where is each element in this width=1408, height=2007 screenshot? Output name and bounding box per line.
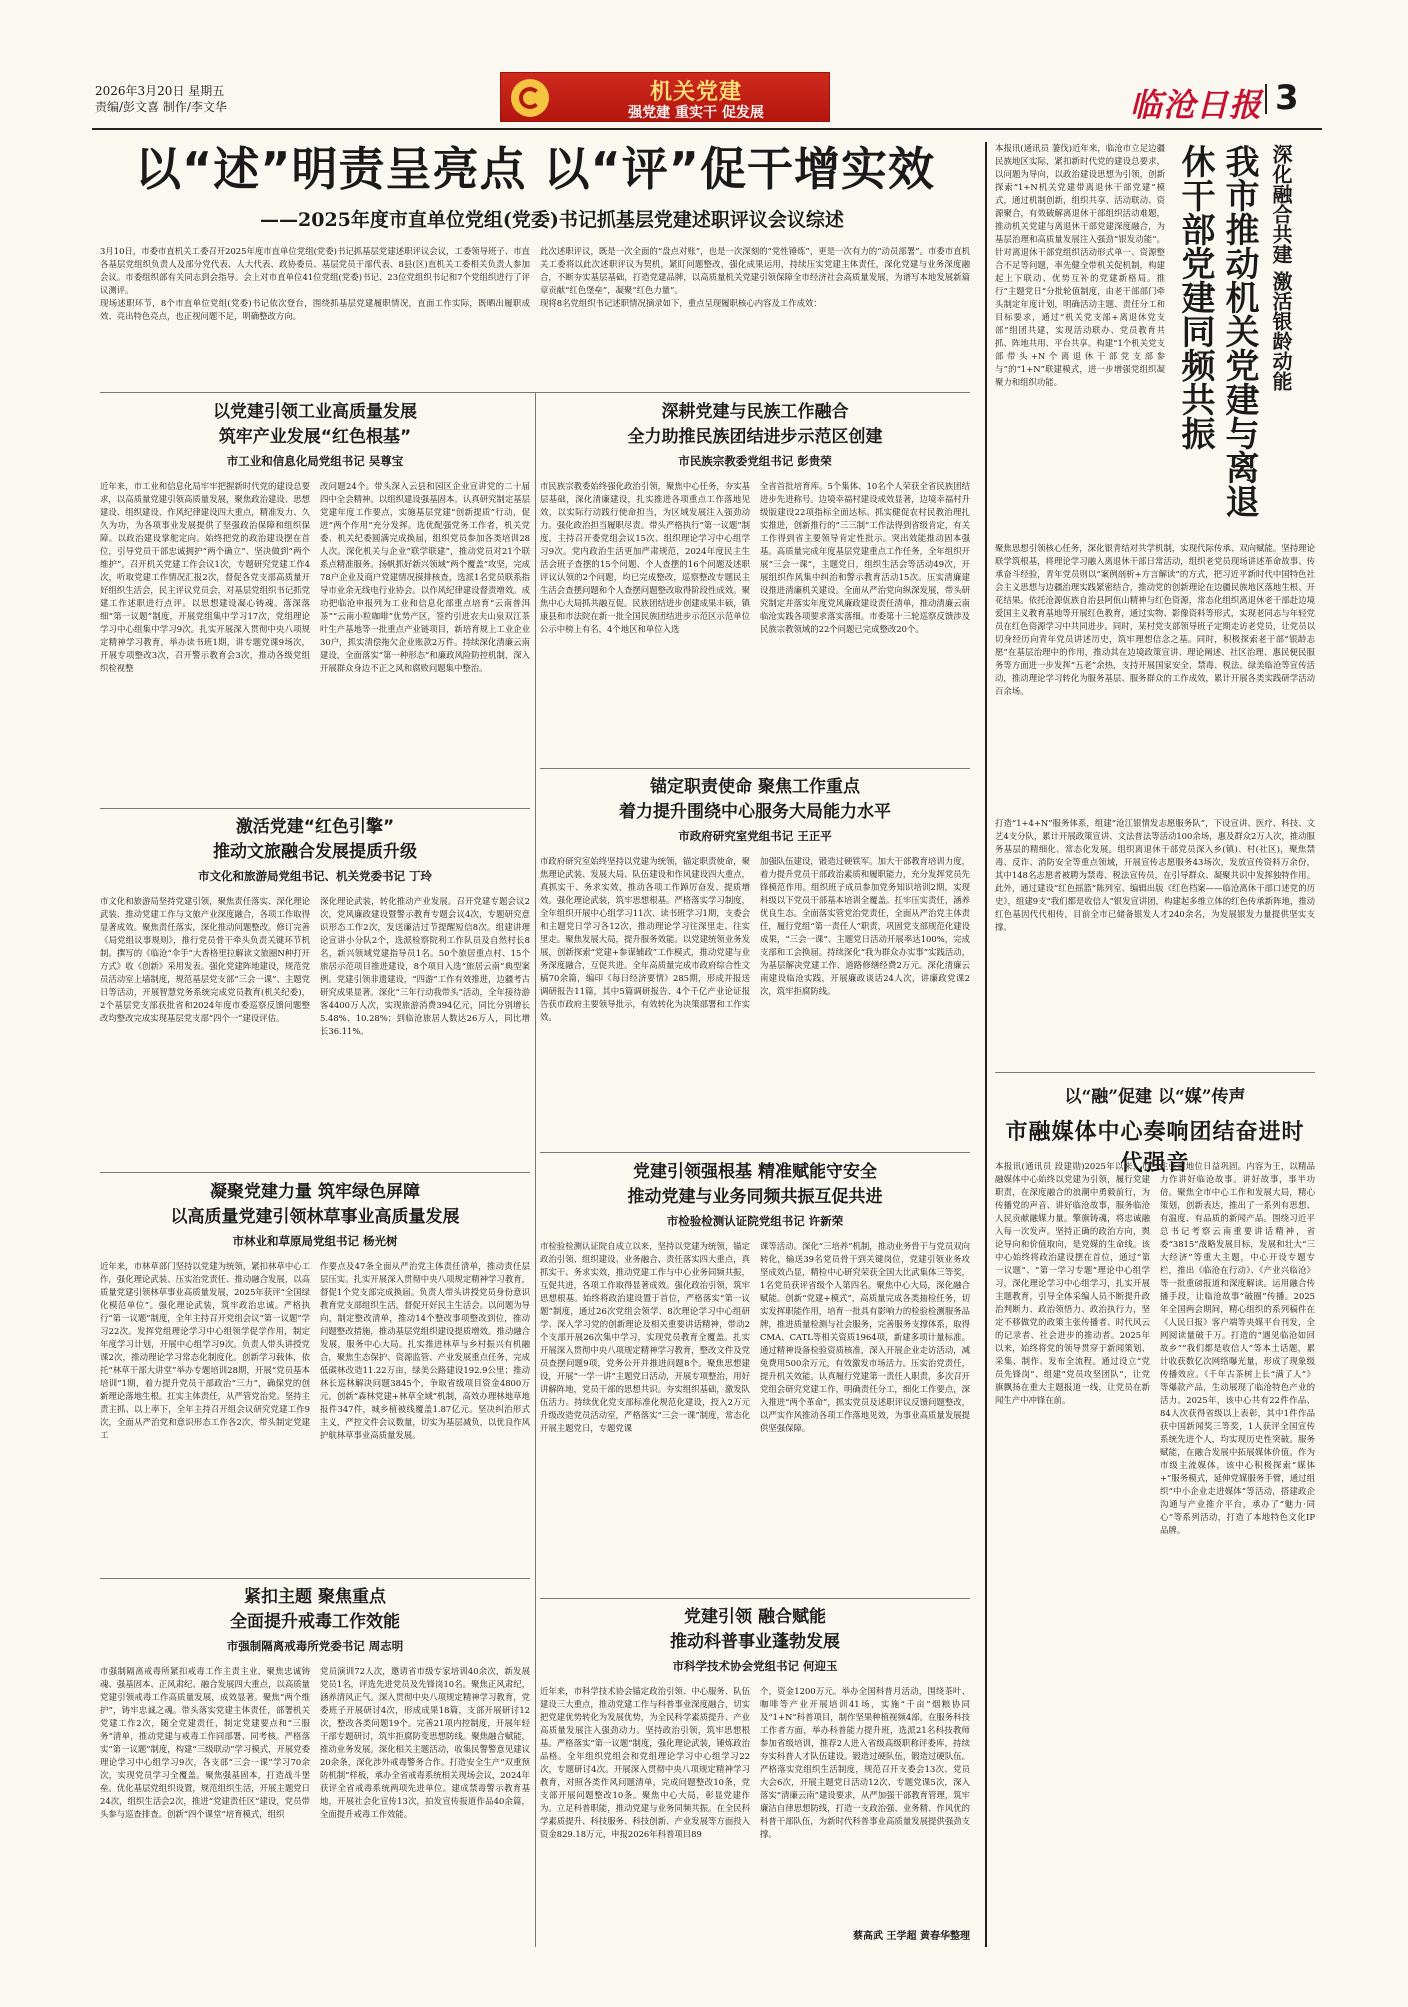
- section-banner: [500, 72, 830, 122]
- article-body-col: 近年来，市工业和信息化局牢牢把握新时代党的建设总要求，以高质量党建引领高质量发展，聚焦政治建设、思想建设、组织建设、作风纪律建设四大重点，精准发力、久久为功，为各项事业发展提供了坚强政治保障和组织保障。以政治建设掌舵定向。始终把党的政治建设摆在首位，引导党员干部忠诚拥护“两个确立”、坚决做到“两个维护”。召开机关党建工作会议1次，专题研究党建工作4次，听取党建工作情况汇报2次，督促各党支部高质量开好组织生活会，民主评议党员会，对基层党组织书记抓党建工作述职进行点评。以思想建设凝心铸魂。落深落细“第一议题”制度，开展党组集中学习17次，党组理论学习中心组集中学习9次。扎实开展深入贯彻中央八项规定精神学习教育，举办读书班1期，讲专题党课9场次，开展专项整改3次，召开警示教育会3次，推动各级党组织检视整: [100, 481, 310, 673]
- article-body-col: 近年来，市科学技术协会锚定政治引领、中心服务、队伍建设三大重点，推动党建工作与科普事业深度融合，切实把党建优势转化为发展优势，为全民科学素质提升、产业高质量发展注入强劲动力。坚持政治引领，筑牢思想根基。严格落实“第一议题”制度，强化理论武装，锤炼政治品格。全年组织党组会和党组理论学习中心组学习22次，专题研讨4次。开展深入贯彻中央八项规定精神学习教育，对照各类作风问题清单，完成问题整改10条，党支部开展问题整改10条。聚焦中心大局，彰显党建作为。立足科普职能，推动党建与业务同频共振。在全民科学素质提升、科技服务、科技创新、产业发展等方面投入资金829.18万元，申报2026年科普项目89: [540, 1686, 750, 1839]
- article-byline: 市林业和草原局党组书记 杨光树: [232, 1234, 398, 1248]
- article-body-col: 改问题24个。带头深入云县和园区企业宣讲党的二十届四中全会精神。以组织建设强基固本。认真研究制定基层党建年度工作要点，实施基层党建“创新提质”行动，促进“两个作用”充分发挥。选优配强党务工作者，机关党委、机关纪委圆满完成换届，组织党员参加各类培训28人次。深化机关与企业“联学联建”，推动党员对21个联系点精准服务。扬帆抓好新兴领域“两个覆盖”攻坚，完成78户企业及商户党建情况摸排核查，选派1名党员联系指导市业余无线电行业协会。以作风纪律建设督责增效。成功把临沧申报列为工业和信息化部重点培育“云南普洱茶”“云南小粒咖啡”优势产区，签约引进农夫山泉双江茶叶生产基地等一批重点产业链项目，新培育规上工业企业30户，抓实清偿拖欠企业账款2万件。持续深化清廉云南建设，全面落实“第一种形态”和廉政风险防控机制，深入开展群众身边不正之风和腐败问题集中整治。: [320, 481, 530, 673]
- article-credit: 蔡高武 王学超 黄春华整理: [853, 1931, 970, 1942]
- article-byline: 市科学技术协会党组书记 何迎玉: [672, 1659, 838, 1673]
- issue-date: 2026年3月20日 星期五: [95, 84, 225, 98]
- masthead-divider: [1265, 84, 1267, 114]
- lead-paragraph: 现将8名党组织书记述职情况摘录如下，重点呈现履职核心内容及工作成效：: [540, 298, 822, 308]
- article-title-line-1: 激活党建“红色引擎”: [235, 817, 395, 837]
- article-block: [540, 1605, 970, 1945]
- banner-slogan: 强党建 重实干 促发展: [628, 105, 764, 121]
- article-body-col: 加强队伍建设，锻造过硬铁军。加大干部教育培训力度，着力提升党员干部政治素质和履职能力，充分发挥党员先锋模范作用。组织班子成员参加党务知识培训2期，实现科级以下党员干部基本培训全覆盖。扛牢压实责任，涵养优良生态。全面落实管党治党责任，全面从严治党主体责任，履行党组“第一责任人”职责，巩固党支部规范化建设成果，“三会一课”、主题党日活动开展率达100%，完成支部和工会换届。持续深化“我为群众办实事”实践活动，为基层解决党建工作、道路修缮经费2万元。深化清廉云南建设临沧实践，开展廉政谈话24人次，讲廉政党课2次，筑牢拒腐防线。: [760, 856, 970, 996]
- article-block: [100, 1585, 530, 1945]
- article-byline: 市民族宗教委党组书记 彭贵荣: [678, 454, 832, 468]
- sidebar-kicker: 深化融合共建 激活银龄动能: [1269, 144, 1293, 391]
- article-block: [100, 400, 530, 800]
- article-title-line-1: 党建引领 融合赋能: [684, 1607, 826, 1627]
- article-title-line-2: 全面提升戒毒工作效能: [230, 1612, 400, 1632]
- lead-paragraph: 3月10日，市委市直机关工委召开2025年度市直单位党组(党委)书记抓基层党建述职评议会议，工委领导班子、市直各基层党组织负责人及部分党代表、人大代表、政协委员、基层党员干部代表、8县(区)直机关工委相关负责人参加会议。市委组织部有关同志到会指导。会上对市直单位41位党组(党委)书记、23位党组织书记和7个党组织进行了评议测评。: [100, 246, 530, 295]
- sidebar-body: 打造“1+4+N”服务体系，组建“沧江银情发志愿服务队”，下设宣讲、医疗、科技、文艺4支分队，累计开展政策宣讲、文法普法等活动100余场，惠及群众2万人次，推动服务基层的精细化、常态化发展。组织离退休干部党员深入乡(镇)、村(社区)，聚焦禁毒、反诈、消防安全等重点领域，开展宣传志愿服务43场次，发放宣传资料万余份，其中148名志愿者被聘为禁毒、税法宣传员，在引导群众、凝聚共识中发挥独特作用。此外，通过建设“红色摇篮”陈列室、编辑出版《红色档案——临沧离休干部口述党的历史》，组建9支“我们都是收信人”银发宣讲团，构建起多维立体的红色传承新阵地，推动红色基因代代相传，目前全市已储备银发人才240余名，为发展银发力量提供坚实支撑。: [995, 818, 1315, 932]
- party-emblem-icon: [511, 79, 549, 117]
- article-byline: 市政府研究室党组书记 王正平: [678, 829, 832, 843]
- article-body-col: 党员演训72人次，邀请省市级专家培训40余次，新发展党员1名，评选先进党员及先锋岗10名。聚焦正风肃纪，涵养清风正气。深入贯彻中央八项规定精神学习教育，党委班子开展研讨4次，形成成果18篇，支部开展研讨12次，整改各类问题19个。完善21项内控制度，开展年轻干部专题研讨，筑牢拒腐防变思想防线。聚焦融合赋能，推动业务发展。深化相关主题活动，收集民警警意见建议20余条，深化涉外戒毒警务合作。打造安全生产“双重预防机制”样板，承办全省戒毒系统相关现场会议，2024年获评全省戒毒系统两项先进单位。建成禁毒警示教育基地，开展社会化宣传13次，拍发宣传报道作品40余篇，全面提升戒毒工作效能。: [320, 1666, 530, 1819]
- article-body-col: 全省首批培育库。5个集体、10名个人荣获全省民族团结进步先进称号。边境幸福村建设成效显著，边境幸福村升级版建设22项指标全面达标。抓实健促农村民教治理扎实推进，创新推行的“三三制”工作法得到省级肯定，有关工作得到省主要领导肯定性批示。突出效能推动固本强基。高质量完成年度基层党建重点工作任务，全年组织开展“三会一课”，主题党日，组织生活会等活动49次，开展组织作风集中纠治和警示教育活动15次。压实清廉建设推进清廉机关建设。全面从严治党向纵深发展，带头研究制定并落实年度党风廉政建设责任清单，推动清廉云南临沧实践各项要求落实落细。市委第十三轮巡察反馈涉及民族宗教领域的22个问题已完成整改20个。: [760, 481, 970, 634]
- article-title-line-2: 推动文旅融合发展提质升级: [213, 842, 417, 862]
- article-title-line-2: 全力助推民族团结进步示范区创建: [627, 427, 883, 447]
- article-body-col: 近年来，市林草部门坚持以党建为统领，紧扣林草中心工作，强化理论武装、压实治党责任、推动融合发展，以高质量党建引领林草事业高质量发展，2025年获评“全国绿化模范单位”。强化理论武装，筑牢政治忠诚。严格执行“第一议题”制度，全年主持召开党组会议“第一议题”学习22次。发挥党组理论学习中心组领学促学作用，制定年度学习计划，开展中心组学习9次。负责人带头讲授党课2次，推动理论学习常态化制度化。创新学习载体，依托“林草干部大讲堂”举办专题培训28期，开展“党员基本培训”1期，着力提升党员干部政治“三力”，确保党的创新理论落地生根。扛实主体责任，从严管党治党。坚持主责主抓、以上率下，全年主持召开组会议研究党建工作9次，全面从严治党和意识形态工作各2次，带头制定党建工: [100, 1261, 310, 1440]
- article-body-col: 深化理论武装，转化推动产业发展。召开党建专题会议2次，党风廉政建设暨警示教育专题会议4次，专题研究意识形态工作2次，发送廉洁过节提醒短信8次。组建讲理论宣讲小分队2个，选派检察院利工作队员及自然村长8名，新兴领域党建指导员1名。50个旅居重点村、15个旅居示范项目推进建设，8个项目入选“旅居云南”典型案例。党建引领非遗建设，“四游”工作有效推进，边疆考古研究成果显著。深化“三年行动我带头”活动，全年接待游客4400万人次，实现旅游消费394亿元，同比分别增长5.48%、10.28%；到临沧旅居人数达26万人，同比增长36.11%。: [320, 896, 530, 1036]
- article-byline: 市工业和信息化局党组书记 吴尊宝: [226, 454, 404, 468]
- lead-paragraph: 此次述职评议，既是一次全面的“盘点对账”，也是一次深刻的“党性锤炼”，更是一次有力的“动员部署”。市委市直机关工委将以此次述职评议为契机，紧盯问题整改，强化成果运用，持续压实党建主体责任，深化党建与业务深度融合，不断夯实基层基础，打造党建品牌，以高质量机关党建引领保障全市经济社会高质量发展，为谱写本地发展新篇章贡献“红色堡垒”，凝聚“红色力量”。: [540, 246, 970, 295]
- article-title-line-1: 以党建引领工业高质量发展: [213, 402, 417, 422]
- lead-col-1: [100, 245, 530, 385]
- sidebar-story-2: [995, 1082, 1315, 1947]
- sidebar-headline: 市融媒体中心奏响团结奋进时代强音: [1005, 1120, 1305, 1176]
- sidebar-body: 聚焦思想引领核心任务，深化银青结对共学机制，实现代际传承、双向赋能。坚持理论联学筑根基，将理论学习融入离退休干部日常活动，组织老党员现场讲述革命故事、传承奋斗经验，青年党员则以“案例剖析+方言解读”的方式，把习近平新时代中国特色社会主义思想与边疆治理实践紧密结合，推动党的创新理论在边疆民族地区落地生根、开花结果。依托沧源佤族自治县阿佤山精神与红色资源，常态化组织离退休老干部赴边境爱国主义教育基地等开展红色教育，通过实物、影像资料等形式，实现老同志与年轻党员在红色资源学习中共同进步。同时，某村党支部领导班子定期走访老党员，让党员以切身经历向青年党员讲述历史，筑牢理想信念之基。同时，积极探索老干部“银龄志愿”在基层治理中的作用，推动其在边境政策宣讲、理论阐述、社区治理、惠民便民服务等方面进一步发挥“五老”余热，支持开展国家安全、禁毒、税法、绿美临沧等宣传活动，推动理论学习转化为服务基层、服务群众的工作成效，累计开展各类实践研学活动百余场。: [995, 543, 1315, 696]
- sidebar-headline: 我市推动机关党建与离退休干部党建同频共振: [1175, 144, 1259, 518]
- lead-paragraph: 现场述职环节，8个市直单位党组(党委)书记依次登台，围绕抓基层党建履职情况，直面工作实际，既晒出履职成效、亮出特色亮点，也正视问题不足，明确整改方向。: [100, 298, 530, 321]
- article-byline: 市强制隔离戒毒所党委书记 周志明: [226, 1639, 404, 1653]
- page-number: 3: [1275, 78, 1300, 118]
- article-title-line-2: 推动科普事业蓬勃发展: [670, 1632, 840, 1652]
- article-body-col: 市文化和旅游局坚持党建引领，聚焦责任落实、深化理论武装、推动党建工作与文旅产业深度融合，各项工作取得显著成效。聚焦责任落实，深化推动问题整改。修订完善《局党组议事规则》，推行党员骨干牵头负责关键环节机制。撰写的《临沧“伞手”大香格里拉解读文旅圈N种打开方式》收《创新》采用发表。强化党建阵地建设，规范党员活动室上墙制度，规范基层党支部“三会一课”、主题党日等活动，开展智慧党务系统完成党员教育(机关纪委)，2个基层党支部获批省和2024年度市委巡察反馈问题整改均整改完成实现基层党支部“四个一”建设评估。: [100, 896, 310, 1023]
- article-title-line-1: 锚定职责使命 聚焦工作重点: [650, 777, 860, 797]
- article-title-line-1: 凝聚党建力量 筑牢绿色屏障: [210, 1182, 420, 1202]
- masthead-rule: [92, 128, 1322, 130]
- editor-credits: 责编/彭文喜 制作/李文华: [95, 100, 227, 114]
- article-block: [540, 1160, 970, 1590]
- article-body-col: 课等活动。深化“三培养”机制，推动业务骨干与党员双向转化，输送39名党员骨干到关键岗位，党建引领业务攻坚成效凸显，精检中心研究荣获全国大比武集体三等奖，1名党员获评省级个人第四名。聚焦中心大局，深化融合赋能。创新“党建+模式”，高质量完成各类抽检任务，切实发挥职能作用，培育一批具有影响力的检验检测服务品牌，推进质量检测与社会服务，完善服务支撑体系，取得CMA、CATL等相关资质1964项，新建多项计量标准。通过精神设备检验资质核准，深入开展企业走访活动，减免费用500余万元，有效激发市场活力。压实治党责任，提升机关效能。认真履行党建第一责任人职责，多次召开党组会研究党建工作，明确责任分工，细化工作要点，深入推进“两个革命”，抓实党员及述职评议反馈问题整改，以严实作风推动各项工作落地见效，为事业高质量发展提供坚强保障。: [760, 1241, 970, 1433]
- article-block: [540, 400, 970, 780]
- sidebar-story-1: [995, 142, 1315, 1067]
- banner-title: 机关党建: [649, 80, 742, 105]
- article-block: [540, 775, 970, 1145]
- sidebar-body: 本报讯(通讯员 段建勋)2025年以来，市融媒体中心始终以党建为引领，履行党建职责，在深度融合的浪潮中勇毅前行，为传播党的声音、讲好临沧故事，服务临沧人民贡献融媒力量。擎旗铸魂，将忠诚融入每一次发声。坚持正确的政治方向，舆论导向和价值取向，是党媒的生命线。该中心始终将政治建设摆在首位，通过“第一议题”、“第一学习专题”理论中心组学习，深化理论学习中心组学习，扎实开展主题教育，引导全体采编人员不断提升政治判断力、政治领悟力、政治执行力，坚定不移做党的政策主张传播者、时代风云的记录者、社会进步的推动者。2025年以来，始终将党的领导贯穿于新闻策划、采集、制作、发布全流程。通过设立“党员先锋岗”、组建“党员攻坚团队”，让党旗飘扬在重大主题报道一线，让党员在新闻生产中冲锋在前。: [995, 1161, 1150, 1405]
- lead-subheadline: ——2025年度市直单位党组(党委)书记抓基层党建述职评议会议综述: [260, 209, 844, 231]
- sidebar-kicker: 以“融”促建 以“媒”传声: [1064, 1087, 1246, 1107]
- sidebar-body: 主张道地位日益巩固。内容为王，以精品力作讲好临沧故事。讲好故事，事半功倍。聚焦全市中心工作和发展大局，精心策划，创新表达，推出了一系列有思想、有温度、有品质的新闻产品。围绕习近平总书记考察云南重要讲话精神，省委“3815”战略发展目标，发展和壮大“三大经济”等重大主题，中心开设专题专栏，推出《临沧在行动》、《产业兴临沧》等一批重磅报道和深度解读。运用融合传播手段，让临沧故事“破圈”传播。2025年全国两会期间，精心组织的系列稿件在《人民日报》客户端等央媒平台刊发，全网阅读量破千万。打造的“遇见临沧如回故乡”“我们都是收信人”等本土话题，累计收获数亿次网络曝光量，形成了现象级传播效应。《千年古茶树上长“满了人”》等爆款产品，生动展现了临沧特色产业的活力。2025年，该中心共有22件作品、84人次获得省级以上表彰，其中1件作品获中国新闻奖三等奖，1人获评全国宣传系统先进个人，均实现历史性突破。服务赋能，在融合发展中拓展媒体价值。作为市级主流媒体，该中心积极探索“媒体+”服务模式，延伸党媒服务手臂，通过组织“中小企业走进媒体”等活动，搭建政企沟通与产业推介平台，承办了“魅力·同心”等系列活动，打造了本地特色文化IP品牌。: [1160, 1161, 1315, 1535]
- article-title-line-2: 推动党建与业务同频共振互促共进: [627, 1187, 883, 1207]
- sidebar-divider: [985, 142, 987, 1947]
- article-block: [100, 1180, 530, 1570]
- article-body-col: 市政府研究室始终坚持以党建为统领，锚定职责使命，聚焦理论武装、发展大局、队伍建设和作风建设四大重点，真抓实干、务求实效，推动各项工作踔厉奋发、提质增效。强化理论武装，筑牢思想根基。严格落实学习制度，全年组织开展中心组学习11次、读书班学习1期，支委会和主题党日学习各12次，推动理论学习往深里走、往实里走。聚焦发展大局，提升服务效能。以党建统领业务发展，创新探索“党建+参谋辅政”工作模式，推动党建与业务深度融合，互促共进。全年高质量完成市政府综合性文稿70余篇，编印《每日经济要情》285期，形成并报送调研报告11篇，其中5篇调研报告、4个千亿产业论证报告获市政府主要领导批示，有效转化为决策部署和工作实效。: [540, 856, 750, 1022]
- article-title-line-1: 党建引领强根基 精准赋能守安全: [633, 1162, 877, 1182]
- article-body-col: 市民族宗教委始终强化政治引领，聚焦中心任务，夯实基层基础，深化清廉建设，扎实推进各项重点工作落地见效，以实际行动践行使命担当，为区域发展注入强劲动力。强化政治担当履职尽责。带头严格执行“第一议题”制度，主持召开委党组会议15次、组织理论学习中心组学习9次。党内政治生活更加严肃规范，2024年度民主生活会班子查摆的15个问题、个人查摆的16个问题及述职评议认领的2个问题，均已完成整改，巡察整改专题民主生活会查摆问题和个人查摆问题整改取得阶段性成效。聚焦中心大局抓共融互促。民族团结进步创建成果丰硕，镇康县和市法院在新一批全国民族团结进步示范区示范单位公示中榜上有名，4个地区和单位入选: [540, 481, 750, 634]
- article-title-line-2: 以高质量党建引领林草事业高质量发展: [170, 1207, 460, 1227]
- article-body-col: 市检验检测认证院自成立以来，坚持以党建为统领，锚定政治引领、组织建设、业务融合、责任落实四大重点，真抓实干、务求实效，推动党建工作与中心业务同频共振，互促共进，各项工作取得显著成效。强化政治引领，筑牢思想根基。始终将政治建设置于首位，严格落实“第一议题”制度，通过26次党组会领学、8次理论学习中心组研学、深入学习党的创新理论及相关重要讲话精神，带动2个支部开展26次集中学习，实现党员教育全覆盖。扎实开展深入贯彻中央八项规定精神学习教育，整改文件及党员查摆问题9项，党务公开并推进问题8个。聚焦思想建设，开展“一学一讲”主题党日活动，开展专项整治，用好讲解阵地，党员干部的思想共识。夯实组织基础，激发队伍活力。持续优化党支部标准化规范化建设，投入2万元升级改造党员活动室，严格落实“三会一课”制度，常态化开展主题党日，专题党课: [540, 1241, 750, 1433]
- lead-col-2: [540, 245, 970, 385]
- paper-name-logo: 临沧日报: [1130, 86, 1263, 124]
- article-byline: 市文化和旅游局党组书记、机关党委书记 丁玲: [197, 869, 432, 883]
- article-title-line-1: 紧扣主题 聚焦重点: [244, 1587, 386, 1607]
- article-title-line-2: 筑牢产业发展“红色根基”: [218, 427, 412, 447]
- article-byline: 市检验检测认证院党组书记 许新荣: [666, 1214, 844, 1228]
- article-body-col: 作要点及47条全面从严治党主体责任清单，推动责任层层压实。扎实开展深入贯彻中央八项规定精神学习教育，督促1个党支部完成换届。负责人带头讲授党员身份意识教育党支部组织生活，督促开好民主生活会。以问题为导向，制定整改清单，推动14个整改事项整改到位，推动问题整改措施，推动基层党组织建设提质增效。推动融合发展，服务中心大局。扎实推进林草与乡村振兴有机融合，聚焦生态保护、资源监管、产业发展重点任务，完成低碳林改造11.22万亩，绿美公路建设192.9公里；推动林长巡林解决问题3845个，争取省级项目资金4800万元。创新“森林党建+林草全域”机制，高效办理林地草地报件347件，城乡植被线覆盖1.87亿元。坚决纠治形式主义，严控文件会议数量，切实为基层减负，以优良作风护航林草事业高质量发展。: [320, 1261, 530, 1440]
- sidebar-body: 本报讯(通讯员 萋伐)近年来，临沧市立足边疆民族地区实际，紧扣新时代党的建设总要求，以问题为导向，以政治建设思想为引领，创新探索“1+N机关党建带离退休干部党建”模式，通过机制创新，组织共享、活动联动、资源聚合，有效破解离退休干部组织活动难题，推动机关党建与离退休干部党建深度融合，为基层治理和高质量发展注入强劲“银发动能”。针对离退休干部党组织活动形式单一、资源整合不足等问题，率先健全带机关促机制，构建起上下联动、优势互补的党建新格局。推行“主题党日”分批轮值制度，由老干部部门牵头制定年度计划，明确活动主题、责任分工和目标要求，通过“机关党支部+离退休党支部”组团共建，实现活动联办、党员教育共抓、阵地共用、平台共享。构建“1个机关党支部带头+N个离退休干部党支部参与”的“1+N”联建模式，进一步增强党组织凝聚力和组织功能。: [995, 143, 1165, 387]
- article-body-col: 个，资金1200万元。举办全国科普月活动，围绕茶叶、咖啡等产业开展培训41场，实施“千亩”烟粮协同及“1+N”科普项目，制作坚果种植视频4部。在服务科技工作者方面，举办科普能力提升班，选派21名科技教师参加省级培训，推荐2人进入省级高级职称评委库，持续夯实科普人才队伍建设。锻造过硬队伍，锻造过硬队伍。严格落实党组织生活制度，规范召开支委会13次、党员大会6次，开展主题党日活动12次、专题党课5次，深入落实“清廉云南”建设要求，从严加强干部教育管理，筑牢廉洁自律思想防线，打造一支政治强、业务精、作风优的科普干部队伍，为新时代科普事业高质量发展提供强劲支撑。: [760, 1686, 970, 1839]
- lead-headline: 以“述”明责呈亮点 以“评”促干增实效: [135, 142, 935, 196]
- article-title-line-1: 深耕党建与民族工作融合: [661, 402, 849, 422]
- article-block: [100, 815, 530, 1165]
- column-divider: [535, 392, 536, 1947]
- article-body-col: 市强制隔离戒毒所紧扣戒毒工作主责主业，聚焦忠诚铸魂、强基固本、正风肃纪、融合发展四大重点，以高质量党建引领戒毒工作高质量发展，成效显著。聚焦“两个维护”，铸牢忠诚之魂。带头落实党建主体责任，部署机关党建工作2次，随全党建责任，制定党建要点和“三服务”清单，推动党建与戒毒工作同部署、同考核。严格落实“第一议题”制度，构建“三级联动”学习模式，开展党委理论学习中心组学习9次，各支部“三会一课”学习70余次，实现党员学习全覆盖。聚焦强基固本，打造战斗堡垒。优化基层党组织设置，规范组织生活，开展主题党日24次，组织生活会2次，推进“党建责任区”建设，党员带头参与巡查排查。创新“四个课堂”培育模式，组织: [100, 1666, 310, 1819]
- article-title-line-2: 着力提升围绕中心服务大局能力水平: [619, 802, 891, 822]
